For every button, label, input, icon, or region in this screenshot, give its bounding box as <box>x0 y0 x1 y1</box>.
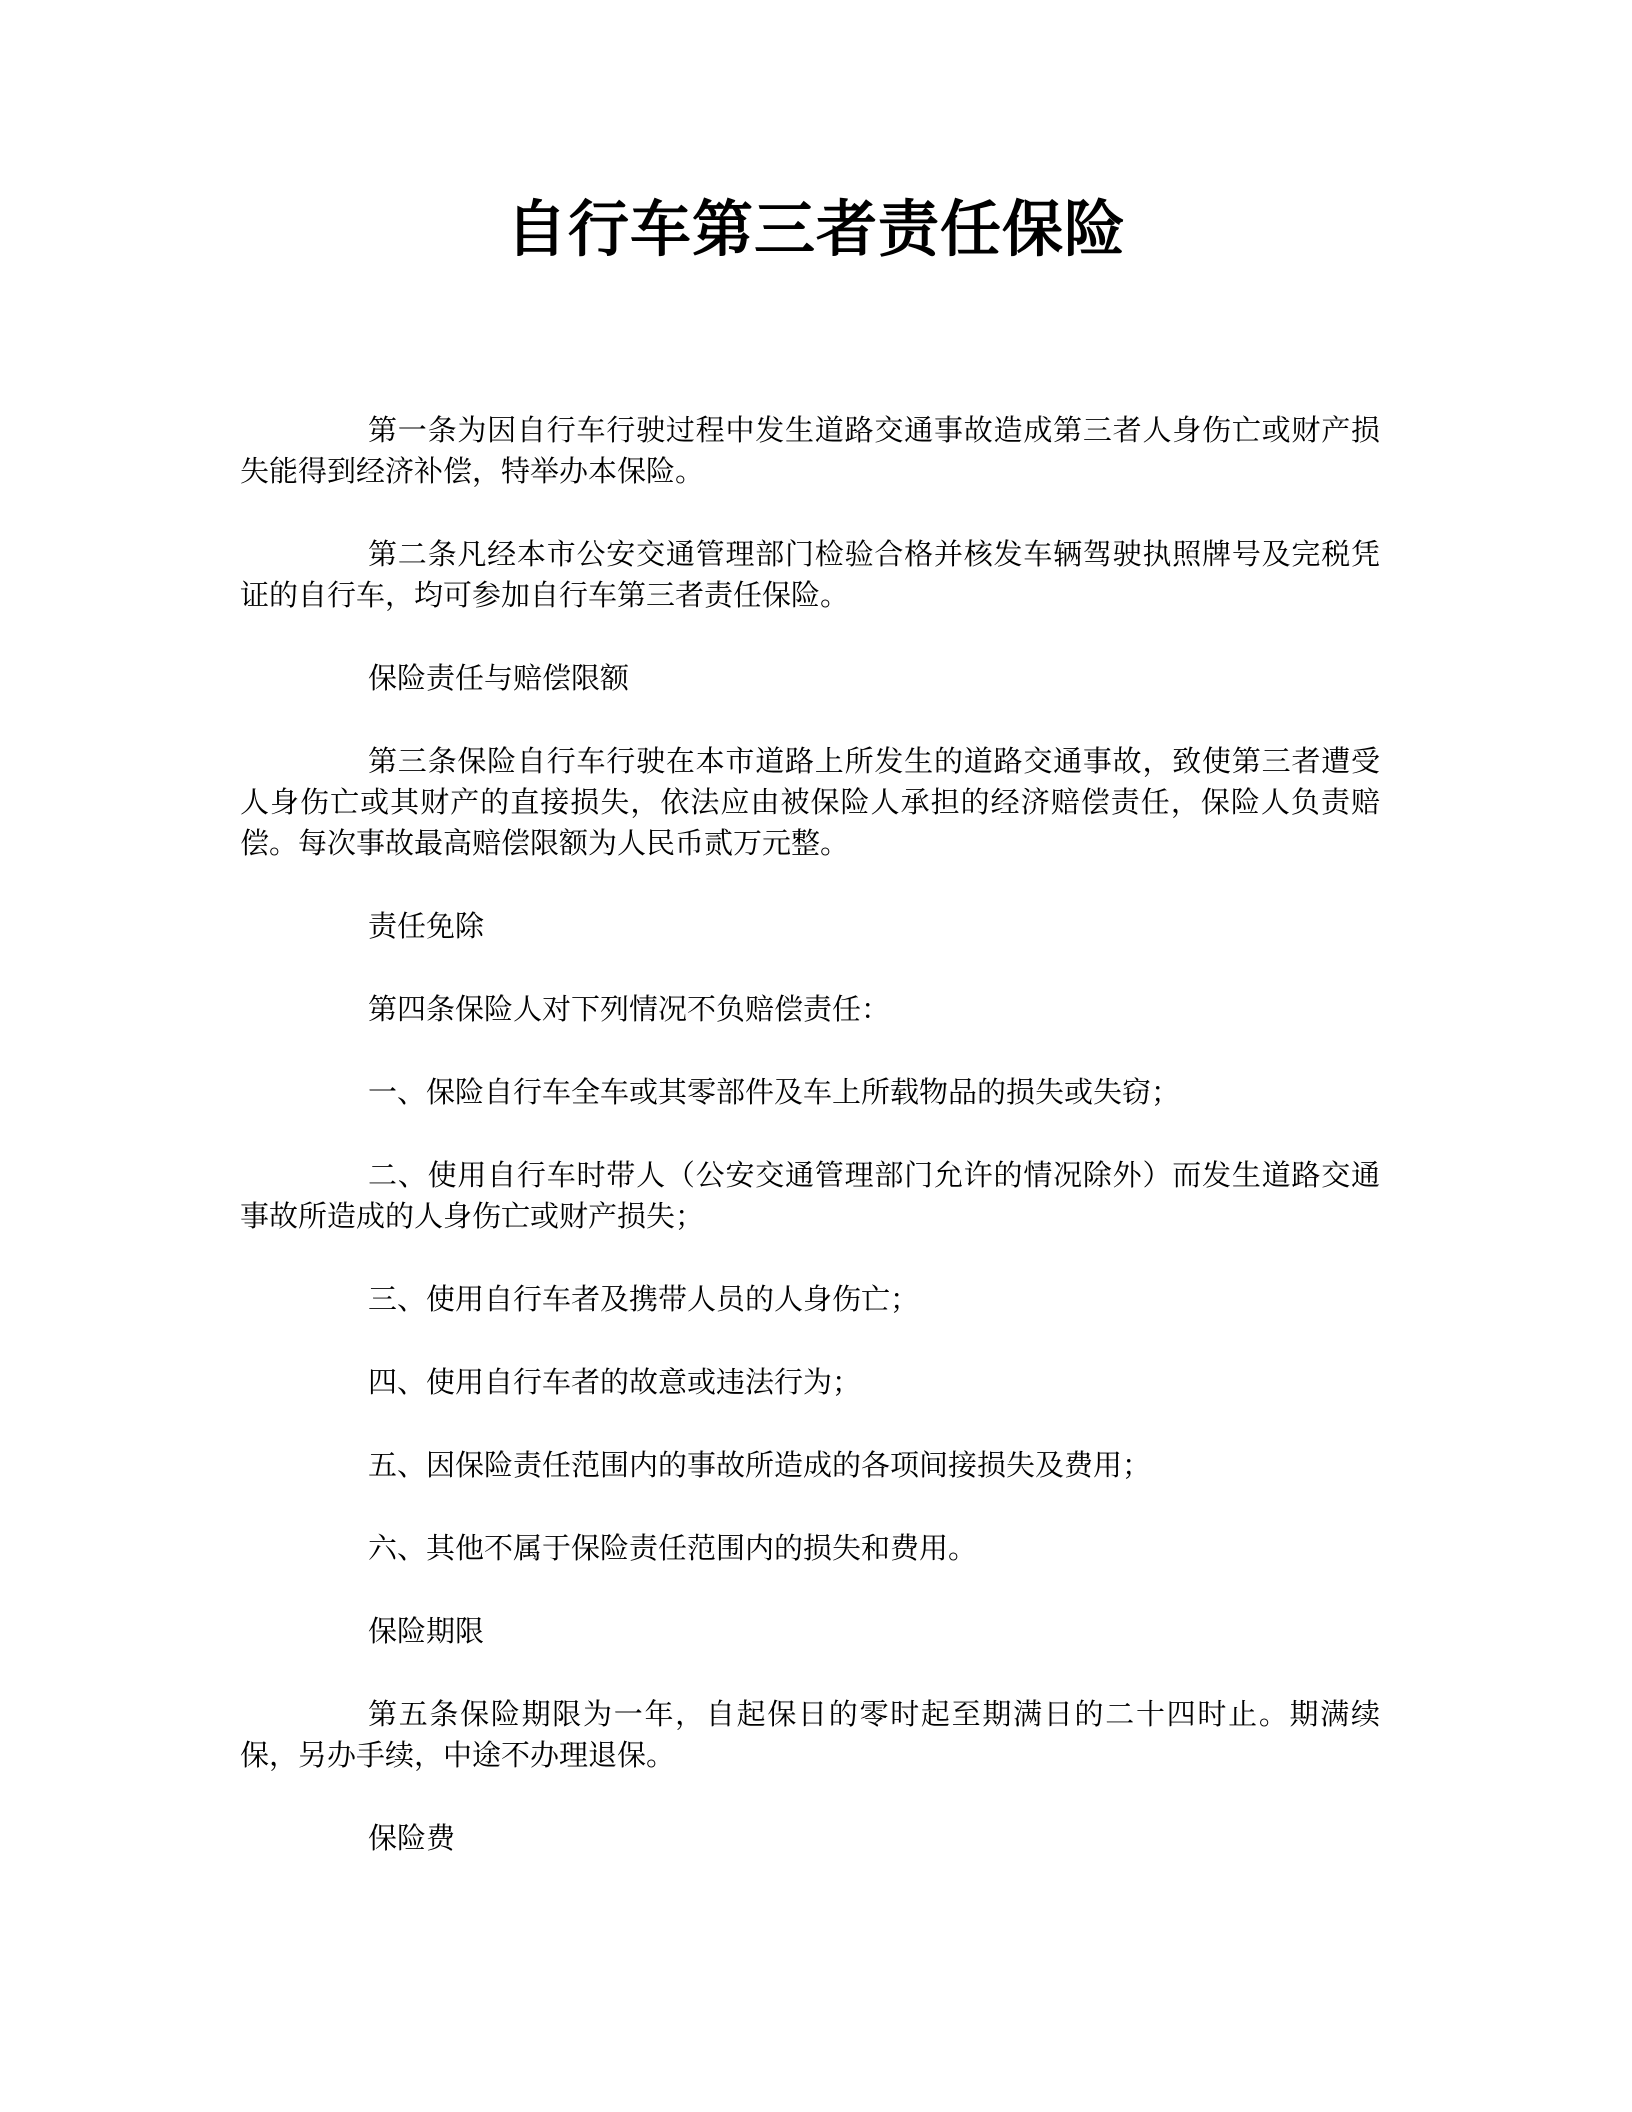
exclusion-item-2: 二、使用自行车时带人（公安交通管理部门允许的情况除外）而发生道路交通事故所造成的人身伤亡或财产损失； <box>240 1158 1380 1233</box>
section-heading-liability: 保险责任与赔偿限额 <box>368 661 630 695</box>
exclusion-item-6: 六、其他不属于保险责任范围内的损失和费用。 <box>368 1531 978 1565</box>
document-title: 自行车第三者责任保险 <box>505 194 1126 265</box>
exclusion-item-3: 三、使用自行车者及携带人员的人身伤亡； <box>368 1282 920 1316</box>
section-heading-period: 保险期限 <box>368 1614 485 1648</box>
article-4-paragraph: 第四条保险人对下列情况不负赔偿责任： <box>368 992 891 1026</box>
section-heading-premium: 保险费 <box>368 1821 456 1855</box>
article-3-paragraph: 第三条保险自行车行驶在本市道路上所发生的道路交通事故，致使第三者遭受人身伤亡或其财产的直接损失，依法应由被保险人承担的经济赔偿责任，保险人负责赔偿。每次事故最高赔偿限额为人民币贰万元整。 <box>240 744 1380 860</box>
article-5-paragraph: 第五条保险期限为一年，自起保日的零时起至期满日的二十四时止。期满续保，另办手续，中途不办理退保。 <box>240 1697 1380 1772</box>
article-2-paragraph: 第二条凡经本市公安交通管理部门检验合格并核发车辆驾驶执照牌号及完税凭证的自行车，均可参加自行车第三者责任保险。 <box>240 537 1380 612</box>
exclusion-item-4: 四、使用自行车者的故意或违法行为； <box>368 1365 862 1399</box>
exclusion-item-1: 一、保险自行车全车或其零部件及车上所载物品的损失或失窃； <box>368 1075 1181 1109</box>
section-heading-exclusions: 责任免除 <box>368 909 485 943</box>
article-1-paragraph: 第一条为因自行车行驶过程中发生道路交通事故造成第三者人身伤亡或财产损失能得到经济补偿，特举办本保险。 <box>240 413 1380 488</box>
document-body <box>240 410 1380 1901</box>
exclusion-item-5: 五、因保险责任范围内的事故所造成的各项间接损失及费用； <box>368 1448 1152 1482</box>
